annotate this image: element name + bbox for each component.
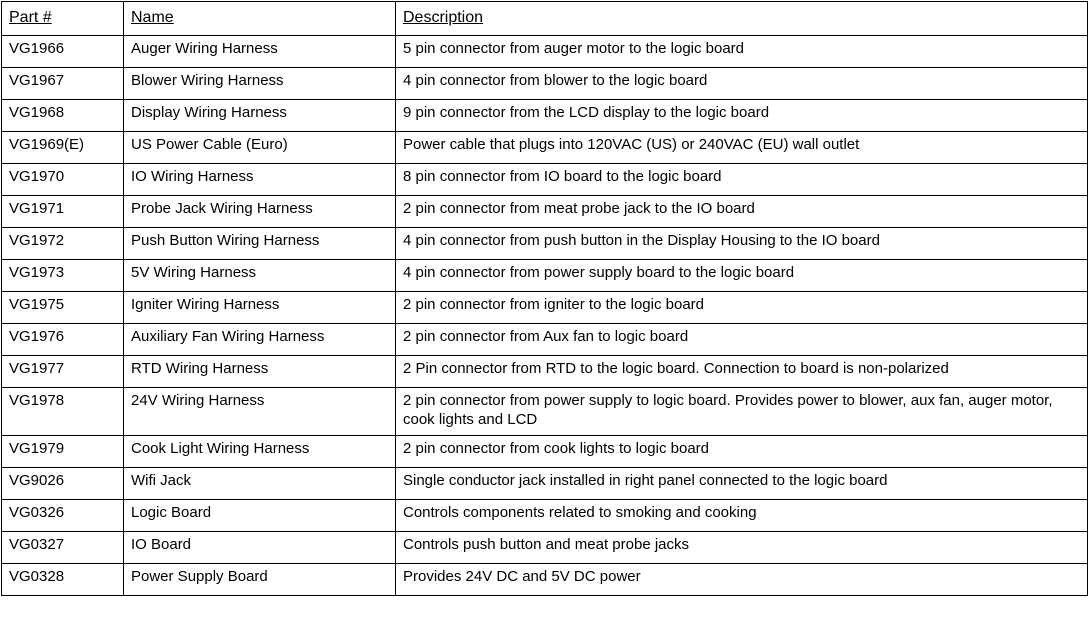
cell-name: US Power Cable (Euro) [124, 132, 396, 164]
table-row [2, 36, 1088, 68]
table-row [2, 68, 1088, 100]
cell-description: 2 pin connector from meat probe jack to the IO board [396, 196, 1088, 228]
cell-part-number: VG1975 [2, 292, 124, 324]
cell-description: 8 pin connector from IO board to the logic board [396, 164, 1088, 196]
table-header-row [2, 2, 1088, 36]
cell-part-number: VG0327 [2, 531, 124, 563]
table-row [2, 100, 1088, 132]
cell-part-number: VG1968 [2, 100, 124, 132]
cell-name: Auger Wiring Harness [124, 36, 396, 68]
cell-description: Controls push button and meat probe jacks [396, 531, 1088, 563]
column-header-part-number [2, 2, 124, 36]
table-row [2, 324, 1088, 356]
cell-description: 2 pin connector from power supply to logic board. Provides power to blower, aux fan, auger motor, cook lights and LCD [396, 388, 1088, 436]
cell-name: Wifi Jack [124, 467, 396, 499]
table-row [2, 435, 1088, 467]
cell-part-number: VG1971 [2, 196, 124, 228]
cell-name: Igniter Wiring Harness [124, 292, 396, 324]
cell-part-number: VG9026 [2, 467, 124, 499]
column-header-description [396, 2, 1088, 36]
cell-part-number: VG1972 [2, 228, 124, 260]
column-header-description-label: Description [403, 9, 484, 26]
cell-description: 2 pin connector from Aux fan to logic board [396, 324, 1088, 356]
table-row [2, 164, 1088, 196]
table-row [2, 196, 1088, 228]
table-row [2, 563, 1088, 595]
cell-name: Display Wiring Harness [124, 100, 396, 132]
table-row [2, 228, 1088, 260]
column-header-part-number-label: Part # [9, 9, 52, 26]
cell-part-number: VG1967 [2, 68, 124, 100]
table-header [2, 2, 1088, 36]
cell-description: 5 pin connector from auger motor to the logic board [396, 36, 1088, 68]
cell-name: 5V Wiring Harness [124, 260, 396, 292]
cell-name: IO Board [124, 531, 396, 563]
table-row [2, 388, 1088, 436]
table-row [2, 132, 1088, 164]
cell-name: RTD Wiring Harness [124, 356, 396, 388]
cell-part-number: VG1966 [2, 36, 124, 68]
cell-name: Auxiliary Fan Wiring Harness [124, 324, 396, 356]
cell-description: Provides 24V DC and 5V DC power [396, 563, 1088, 595]
cell-description: 2 pin connector from cook lights to logic board [396, 435, 1088, 467]
table-body [2, 36, 1088, 596]
column-header-name [124, 2, 396, 36]
cell-name: Logic Board [124, 499, 396, 531]
cell-part-number: VG1977 [2, 356, 124, 388]
cell-name: Power Supply Board [124, 563, 396, 595]
cell-description: Power cable that plugs into 120VAC (US) or 240VAC (EU) wall outlet [396, 132, 1088, 164]
table-row [2, 260, 1088, 292]
cell-description: 2 Pin connector from RTD to the logic board. Connection to board is non-polarized [396, 356, 1088, 388]
cell-description: Single conductor jack installed in right panel connected to the logic board [396, 467, 1088, 499]
cell-description: 4 pin connector from blower to the logic board [396, 68, 1088, 100]
table-row [2, 356, 1088, 388]
cell-description: 2 pin connector from igniter to the logic board [396, 292, 1088, 324]
cell-name: Blower Wiring Harness [124, 68, 396, 100]
cell-part-number: VG0326 [2, 499, 124, 531]
cell-part-number: VG0328 [2, 563, 124, 595]
table-row [2, 531, 1088, 563]
cell-part-number: VG1969(E) [2, 132, 124, 164]
cell-part-number: VG1973 [2, 260, 124, 292]
table-row [2, 499, 1088, 531]
cell-name: IO Wiring Harness [124, 164, 396, 196]
cell-part-number: VG1970 [2, 164, 124, 196]
cell-description: 4 pin connector from power supply board to the logic board [396, 260, 1088, 292]
parts-table [1, 1, 1088, 596]
cell-description: 9 pin connector from the LCD display to the logic board [396, 100, 1088, 132]
cell-name: Push Button Wiring Harness [124, 228, 396, 260]
cell-name: 24V Wiring Harness [124, 388, 396, 436]
table-row [2, 292, 1088, 324]
cell-description: Controls components related to smoking and cooking [396, 499, 1088, 531]
cell-part-number: VG1976 [2, 324, 124, 356]
cell-name: Probe Jack Wiring Harness [124, 196, 396, 228]
cell-part-number: VG1979 [2, 435, 124, 467]
cell-part-number: VG1978 [2, 388, 124, 436]
cell-description: 4 pin connector from push button in the Display Housing to the IO board [396, 228, 1088, 260]
column-header-name-label: Name [131, 9, 174, 26]
table-row [2, 467, 1088, 499]
cell-name: Cook Light Wiring Harness [124, 435, 396, 467]
